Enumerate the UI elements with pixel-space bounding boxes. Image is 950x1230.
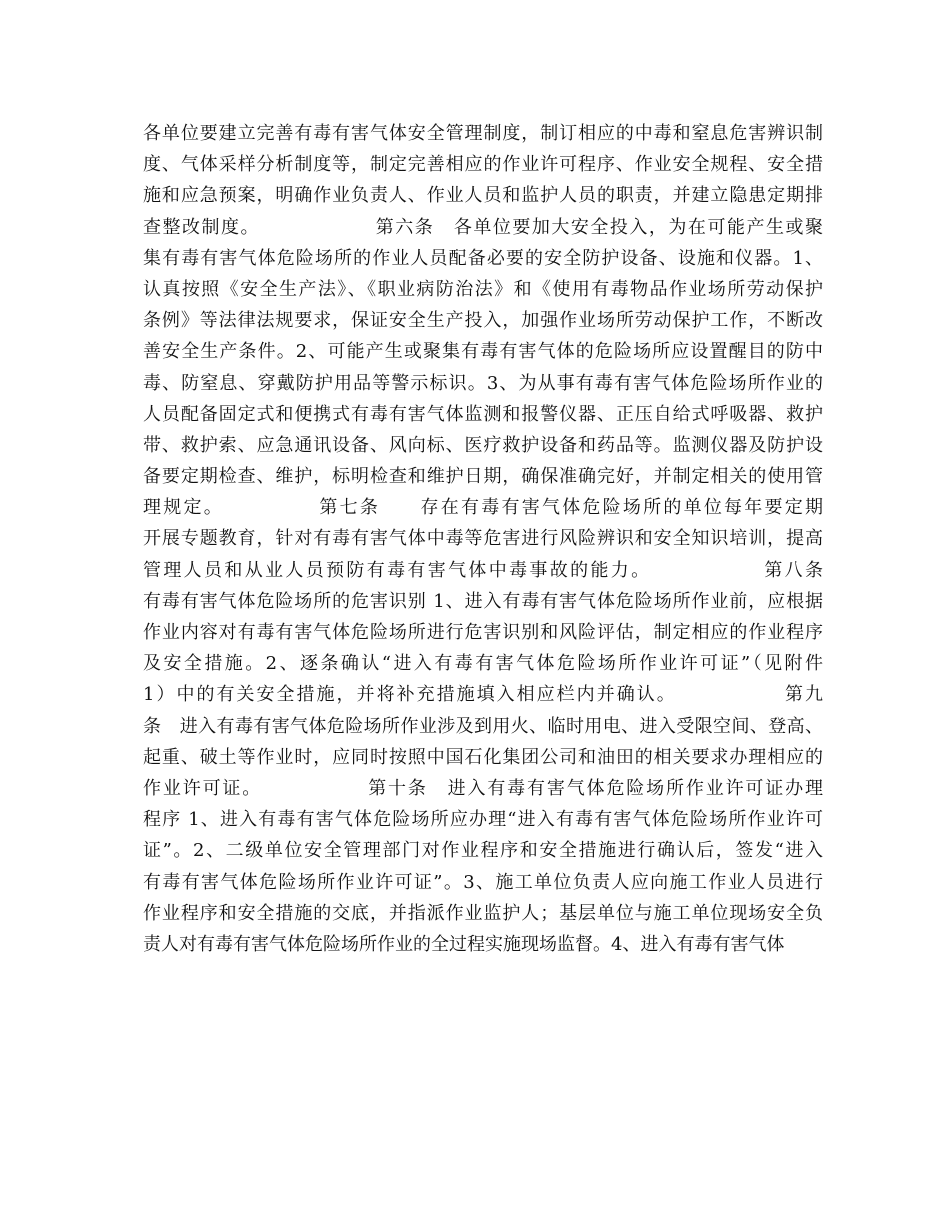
- text-line: 证”。2、二级单位安全管理部门对作业程序和安全措施进行确认后，签发“进入: [143, 840, 823, 862]
- text-line: 理规定。 第七条 存在有毒有害气体危险场所的单位每年要定期: [143, 497, 823, 519]
- document-body: [143, 118, 823, 960]
- text-line: 1）中的有关安全措施，并将补充措施填入相应栏内并确认。 第九: [143, 684, 823, 706]
- text-line: 开展专题教育，针对有毒有害气体中毒等危害进行风险辨识和安全知识培训，提高: [143, 528, 823, 550]
- text-line: 条 进入有毒有害气体危险场所作业涉及到用火、临时用电、进入受限空间、登高、: [143, 715, 823, 737]
- text-line: 查整改制度。 第六条 各单位要加大安全投入，为在可能产生或聚: [143, 216, 823, 238]
- text-line: 施和应急预案，明确作业负责人、作业人员和监护人员的职责，并建立隐患定期排: [143, 185, 823, 207]
- text-line: 毒、防窒息、穿戴防护用品等警示标识。3、为从事有毒有害气体危险场所作业的: [143, 372, 823, 394]
- text-line: 条例》等法律法规要求，保证安全生产投入，加强作业场所劳动保护工作，不断改: [143, 310, 823, 332]
- text-line: 各单位要建立完善有毒有害气体安全管理制度，制订相应的中毒和窒息危害辨识制: [143, 123, 823, 144]
- text-line: 集有毒有害气体危险场所的作业人员配备必要的安全防护设备、设施和仪器。1、: [143, 247, 823, 269]
- text-line: 善安全生产条件。2、可能产生或聚集有毒有害气体的危险场所应设置醒目的防中: [143, 341, 823, 363]
- text-line: 人员配备固定式和便携式有毒有害气体监测和报警仪器、正压自给式呼吸器、救护: [143, 403, 823, 425]
- text-line: 作业程序和安全措施的交底，并指派作业监护人；基层单位与施工单位现场安全负: [143, 902, 823, 924]
- text-line: 作业许可证。 第十条 进入有毒有害气体危险场所作业许可证办理: [143, 777, 823, 799]
- text-line: 度、气体采样分析制度等，制定完善相应的作业许可程序、作业安全规程、安全措: [143, 154, 823, 176]
- text-line: 带、救护索、应急通讯设备、风向标、医疗救护设备和药品等。监测仪器及防护设: [143, 434, 823, 456]
- text-line: 作业内容对有毒有害气体危险场所进行危害识别和风险评估，制定相应的作业程序: [143, 622, 823, 643]
- text-line: 认真按照《安全生产法》、《职业病防治法》和《使用有毒物品作业场所劳动保护: [143, 278, 823, 300]
- text-line: 责人对有毒有害气体危险场所作业的全过程实施现场监督。4、进入有毒有害气体: [143, 933, 785, 955]
- text-line: 有毒有害气体危险场所的危害识别 1、进入有毒有害气体危险场所作业前，应根据: [143, 590, 823, 612]
- text-line: 管理人员和从业人员预防有毒有害气体中毒事故的能力。 第八条: [143, 559, 823, 581]
- text-line: 起重、破土等作业时，应同时按照中国石化集团公司和油田的相关要求办理相应的: [143, 746, 823, 768]
- text-line: 备要定期检查、维护，标明检查和维护日期，确保准确完好，并制定相关的使用管: [143, 466, 823, 488]
- text-line: 及安全措施。2、逐条确认“进入有毒有害气体危险场所作业许可证”（见附件: [143, 653, 823, 675]
- text-line: 有毒有害气体危险场所作业许可证”。3、施工单位负责人应向施工作业人员进行: [143, 871, 823, 893]
- text-line: 程序 1、进入有毒有害气体危险场所应办理“进入有毒有害气体危险场所作业许可: [143, 809, 823, 831]
